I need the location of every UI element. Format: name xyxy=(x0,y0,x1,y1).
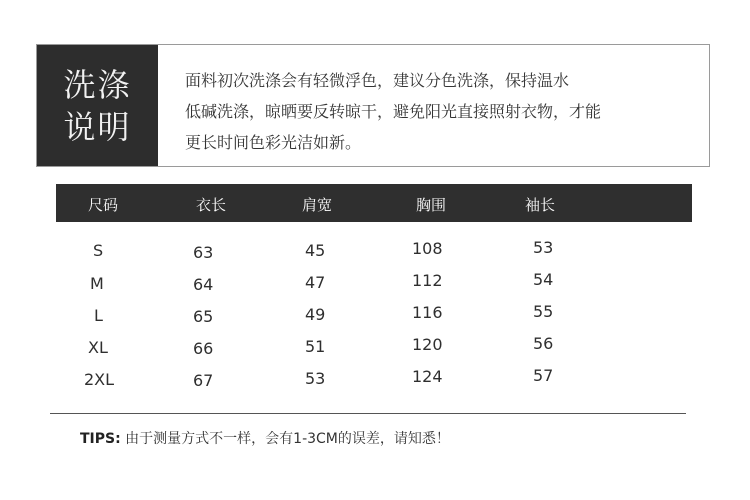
washing-title-line2: 说明 xyxy=(63,107,132,146)
cell-length: 67 xyxy=(193,371,214,390)
cell-size: M xyxy=(90,274,104,293)
cell-chest: 108 xyxy=(412,239,443,258)
cell-length: 65 xyxy=(193,307,214,326)
header-size: 尺码 xyxy=(88,196,119,214)
tips-text: 由于测量方式不一样，会有1-3CM的误差，请知悉！ xyxy=(125,431,450,447)
cell-size: 2XL xyxy=(84,370,115,389)
cell-sleeve: 54 xyxy=(533,270,554,289)
washing-title-block xyxy=(37,45,158,166)
cell-length: 63 xyxy=(193,243,214,262)
header-length: 衣长 xyxy=(196,196,227,214)
cell-sleeve: 56 xyxy=(533,334,554,353)
size-table-header xyxy=(56,184,692,222)
header-sleeve: 袖长 xyxy=(525,196,556,214)
header-chest: 胸围 xyxy=(416,196,447,214)
cell-chest: 116 xyxy=(412,303,443,322)
divider-line xyxy=(50,413,686,414)
cell-size: L xyxy=(94,306,103,325)
cell-length: 64 xyxy=(193,275,214,294)
cell-chest: 120 xyxy=(412,335,443,354)
cell-sleeve: 57 xyxy=(533,366,554,385)
washing-text-line: 低碱洗涤，晾晒要反转晾干，避免阳光直接照射衣物，才能 xyxy=(185,102,602,121)
cell-length: 66 xyxy=(193,339,214,358)
cell-chest: 112 xyxy=(412,271,443,290)
cell-size: S xyxy=(93,241,104,260)
washing-text-line: 面料初次洗涤会有轻微浮色，建议分色洗涤，保持温水 xyxy=(185,71,570,90)
tips-note xyxy=(80,428,450,448)
cell-chest: 124 xyxy=(412,367,443,386)
cell-shoulder: 47 xyxy=(305,273,326,292)
cell-shoulder: 49 xyxy=(305,305,326,324)
washing-text xyxy=(185,65,700,158)
header-shoulder: 肩宽 xyxy=(302,196,333,214)
tips-label: TIPS: xyxy=(80,431,121,447)
cell-shoulder: 51 xyxy=(305,337,326,356)
washing-instructions-box xyxy=(36,44,710,167)
cell-size: XL xyxy=(88,338,108,357)
cell-shoulder: 45 xyxy=(305,241,326,260)
washing-text-line: 更长时间色彩光洁如新。 xyxy=(185,133,362,152)
cell-shoulder: 53 xyxy=(305,369,326,388)
washing-title-line1: 洗涤 xyxy=(63,65,132,104)
cell-sleeve: 53 xyxy=(533,238,554,257)
cell-sleeve: 55 xyxy=(533,302,554,321)
